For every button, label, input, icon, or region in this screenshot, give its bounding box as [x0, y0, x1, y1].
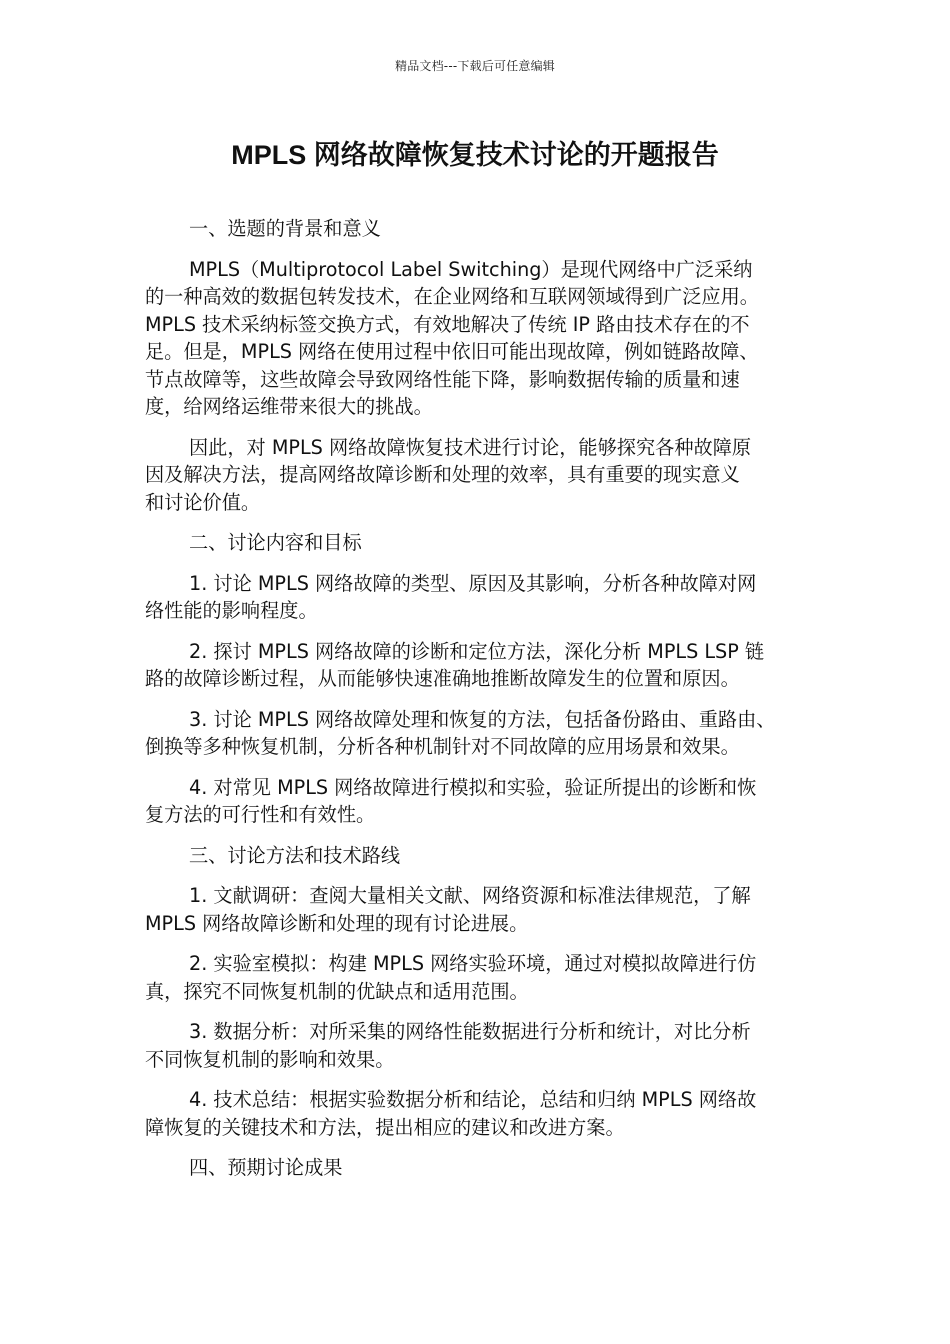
header-note: 精品文档---下载后可任意编辑 — [395, 59, 555, 73]
section-heading-expected-results: 四、预期讨论成果 — [189, 1156, 343, 1179]
list-item: 1. 讨论 MPLS 网络故障的类型、原因及其影响，分析各种故障对网 络性能的影响程度。 — [145, 571, 757, 622]
document-body — [145, 215, 803, 1195]
body-paragraph: 因此，对 MPLS 网络故障恢复技术进行讨论，能够探究各种故障原 因及解决方法，提高网络故障诊断和处理的效率，具有重要的现实意义 和讨论价值。 — [145, 435, 752, 514]
list-item: 4. 技术总结：根据实验数据分析和结论，总结和归纳 MPLS 网络故 障恢复的关键技术和方法，提出相应的建议和改进方案。 — [145, 1088, 757, 1139]
list-item: 3. 讨论 MPLS 网络故障处理和恢复的方法，包括备份路由、重路由、 倒换等多种恢复机制，分析各种机制针对不同故障的应用场景和效果。 — [145, 707, 776, 758]
list-item: 4. 对常见 MPLS 网络故障进行模拟和实验，验证所提出的诊断和恢 复方法的可行性和有效性。 — [145, 775, 757, 826]
section-heading-content-goals: 二、讨论内容和目标 — [189, 531, 362, 554]
document-title: MPLS 网络故障恢复技术讨论的开题报告 — [231, 140, 719, 170]
body-paragraph: MPLS（Multiprotocol Label Switching）是现代网络中广泛采纳 的一种高效的数据包转发技术，在企业网络和互联网领域得到广泛应用。 MPLS 技术采纳标签交换方式，有效地解决了传统 IP 路由技术存在的不 足。但是，MPLS 网络在使用过程中依旧可能出现故障，例如链路故障、 节点故障等，这些故障会导致网络性能下降，影响数据传输的质量和速 度，给网络运维带来很大的挑战。 — [145, 257, 759, 418]
section-heading-methods: 三、讨论方法和技术路线 — [189, 843, 401, 867]
list-item: 1. 文献调研：查阅大量相关文献、网络资源和标准法律规范，了解 MPLS 网络故障诊断和处理的现有讨论进展。 — [145, 884, 751, 935]
section-heading-background: 一、选题的背景和意义 — [189, 217, 381, 240]
list-item: 2. 实验室模拟：构建 MPLS 网络实验环境，通过对模拟故障进行仿 真，探究不同恢复机制的优缺点和适用范围。 — [145, 952, 757, 1003]
list-item: 2. 探讨 MPLS 网络故障的诊断和定位方法，深化分析 MPLS LSP 链 路的故障诊断过程，从而能够快速准确地推断故障发生的位置和原因。 — [145, 639, 765, 690]
list-item: 3. 数据分析：对所采集的网络性能数据进行分析和统计，对比分析 不同恢复机制的影响和效果。 — [145, 1020, 751, 1071]
